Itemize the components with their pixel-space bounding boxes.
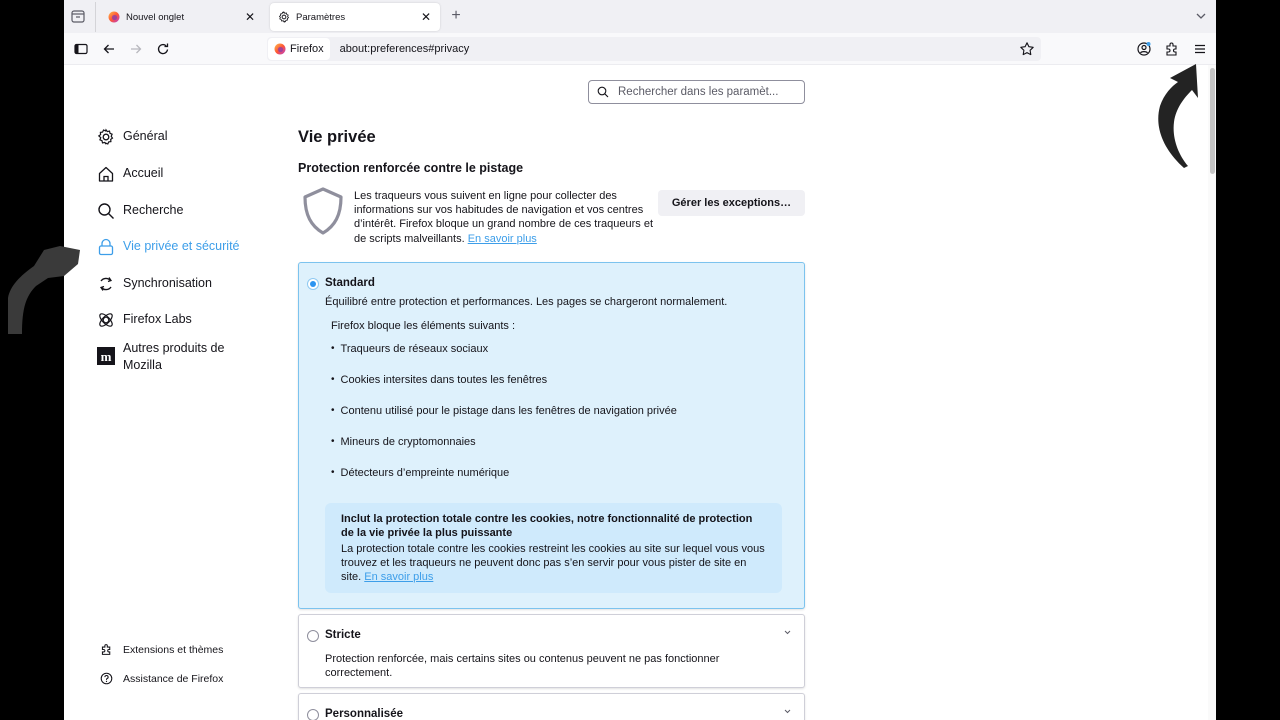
identity-label: Firefox — [290, 43, 324, 55]
sidebar-item-label: Firefox Labs — [123, 312, 192, 326]
option-title: Standard — [325, 277, 375, 289]
strict-radio[interactable] — [307, 630, 319, 642]
total-cookie-protection-box — [325, 503, 782, 593]
etp-heading: Protection renforcée contre le pistage — [298, 161, 524, 175]
mozilla-icon — [97, 347, 115, 365]
account-icon[interactable] — [1136, 41, 1152, 57]
sidebar-item-firefox-labs[interactable] — [97, 311, 277, 329]
reload-icon[interactable] — [155, 41, 171, 57]
firefox-view-icon[interactable] — [70, 8, 86, 24]
etp-option-standard[interactable] — [298, 262, 805, 609]
manage-exceptions-button[interactable]: Gérer les exceptions… — [658, 190, 805, 216]
list-item: • Contenu utilisé pour le pistage dans les fenêtres de navigation privée — [331, 405, 677, 436]
extensions-puzzle-icon[interactable] — [1164, 41, 1180, 57]
sidebar-item-general[interactable] — [97, 128, 277, 146]
sidebar-extensions-themes-link[interactable] — [100, 643, 223, 656]
page-title: Vie privée — [298, 128, 376, 146]
search-field[interactable] — [618, 86, 798, 98]
sidebar-item-home[interactable] — [97, 165, 277, 183]
tcp-description: La protection totale contre les cookies restreint les cookies au site sur lequel vous vous trouvez et les traqueurs ne peuvent donc pas s’en servir pour vous pister de site en site. En savoir plus — [341, 543, 765, 584]
url-text[interactable]: about:preferences#privacy — [339, 43, 470, 55]
search-icon — [97, 202, 115, 220]
identity-box[interactable] — [268, 38, 330, 60]
settings-search-input[interactable] — [588, 80, 805, 104]
etp-option-custom[interactable] — [298, 693, 805, 720]
puzzle-icon — [100, 643, 113, 656]
scrollbar-thumb[interactable] — [1210, 68, 1215, 174]
option-title: Stricte — [325, 629, 361, 641]
close-tab-icon[interactable]: ✕ — [420, 10, 432, 24]
custom-radio[interactable] — [307, 709, 319, 720]
sidebar-item-label: Accueil — [123, 166, 164, 180]
sync-icon — [97, 275, 115, 293]
learn-more-link[interactable]: En savoir plus — [467, 232, 537, 245]
chevron-down-icon[interactable] — [783, 628, 792, 637]
hamburger-menu-icon[interactable] — [1192, 41, 1208, 57]
standard-radio[interactable] — [307, 278, 319, 290]
sidebar-toggle-icon[interactable] — [73, 41, 89, 57]
option-description: Équilibré entre protection et performances. Les pages se chargeront normalement. — [325, 296, 728, 308]
address-bar[interactable] — [267, 37, 1041, 61]
sidebar-item-privacy[interactable] — [97, 238, 277, 256]
sidebar-item-sync[interactable] — [97, 275, 277, 293]
sidebar-item-label: Général — [123, 129, 168, 143]
annotation-arrow-icon — [0, 236, 84, 340]
firefox-icon — [108, 11, 120, 23]
blocks-label: Firefox bloque les éléments suivants : — [331, 320, 516, 332]
search-icon — [597, 86, 609, 98]
blocked-items-list — [331, 343, 677, 498]
option-title: Personnalisée — [325, 708, 403, 720]
sidebar-firefox-support-link[interactable] — [100, 672, 223, 685]
sidebar-item-label: Autres produits de Mozilla — [123, 341, 225, 372]
home-icon — [97, 165, 115, 183]
help-icon — [100, 672, 113, 685]
star-icon[interactable] — [1019, 41, 1035, 57]
firefox-icon — [274, 43, 286, 55]
new-tab-button[interactable]: + — [451, 7, 461, 24]
gear-icon — [278, 11, 290, 23]
list-item: • Cookies intersites dans toutes les fenêtres — [331, 374, 677, 405]
etp-option-strict[interactable] — [298, 614, 805, 688]
tcp-title: Inclut la protection totale contre les cookies, notre fonctionnalité de protection de la vie privée la plus puissante — [341, 513, 753, 539]
annotation-arrow-icon — [1150, 58, 1210, 172]
sidebar-item-mozilla-products[interactable] — [97, 340, 277, 374]
tab-new-tab[interactable] — [100, 3, 264, 31]
labs-atom-icon — [97, 311, 115, 329]
list-item: • Détecteurs d’empreinte numérique — [331, 467, 677, 498]
tcp-learn-more-link[interactable]: En savoir plus — [364, 571, 434, 584]
browser-window — [64, 0, 1216, 720]
gear-icon — [97, 128, 115, 146]
lock-icon — [97, 238, 115, 256]
navigation-toolbar — [64, 33, 1216, 65]
sidebar-item-label: Synchronisation — [123, 276, 212, 290]
forward-arrow-icon[interactable] — [128, 41, 144, 57]
chevron-down-icon[interactable] — [783, 707, 792, 716]
chevron-down-icon[interactable] — [1194, 9, 1208, 23]
list-item: • Traqueurs de réseaux sociaux — [331, 343, 677, 374]
sidebar-footer-label: Extensions et thèmes — [123, 643, 224, 656]
tab-strip — [64, 0, 1216, 33]
etp-description: Les traqueurs vous suivent en ligne pour collecter des informations sur vos habitudes de navigation et vos centres d’intérêt. Firefox bloque un grand nombre de ces traqueurs et de scripts malveillants. En savoir plus — [354, 190, 654, 245]
svg-text:m: m — [100, 349, 112, 364]
tab-settings[interactable] — [270, 3, 440, 31]
back-arrow-icon[interactable] — [101, 41, 117, 57]
sidebar-item-label: Recherche — [123, 203, 184, 217]
list-item: • Mineurs de cryptomonnaies — [331, 436, 677, 467]
sidebar-item-search[interactable] — [97, 202, 277, 220]
tab-title: Nouvel onglet — [126, 11, 185, 23]
tab-separator — [95, 2, 96, 32]
sidebar-item-label: Vie privée et sécurité — [123, 239, 240, 253]
shield-icon — [300, 186, 346, 236]
tab-title: Paramètres — [296, 11, 346, 23]
option-description: Protection renforcée, mais certains sites ou contenus peuvent ne pas fonctionner correctement. — [325, 653, 720, 679]
sidebar-footer-label: Assistance de Firefox — [123, 672, 224, 685]
close-tab-icon[interactable]: ✕ — [244, 10, 256, 24]
preferences-page — [64, 65, 1216, 720]
